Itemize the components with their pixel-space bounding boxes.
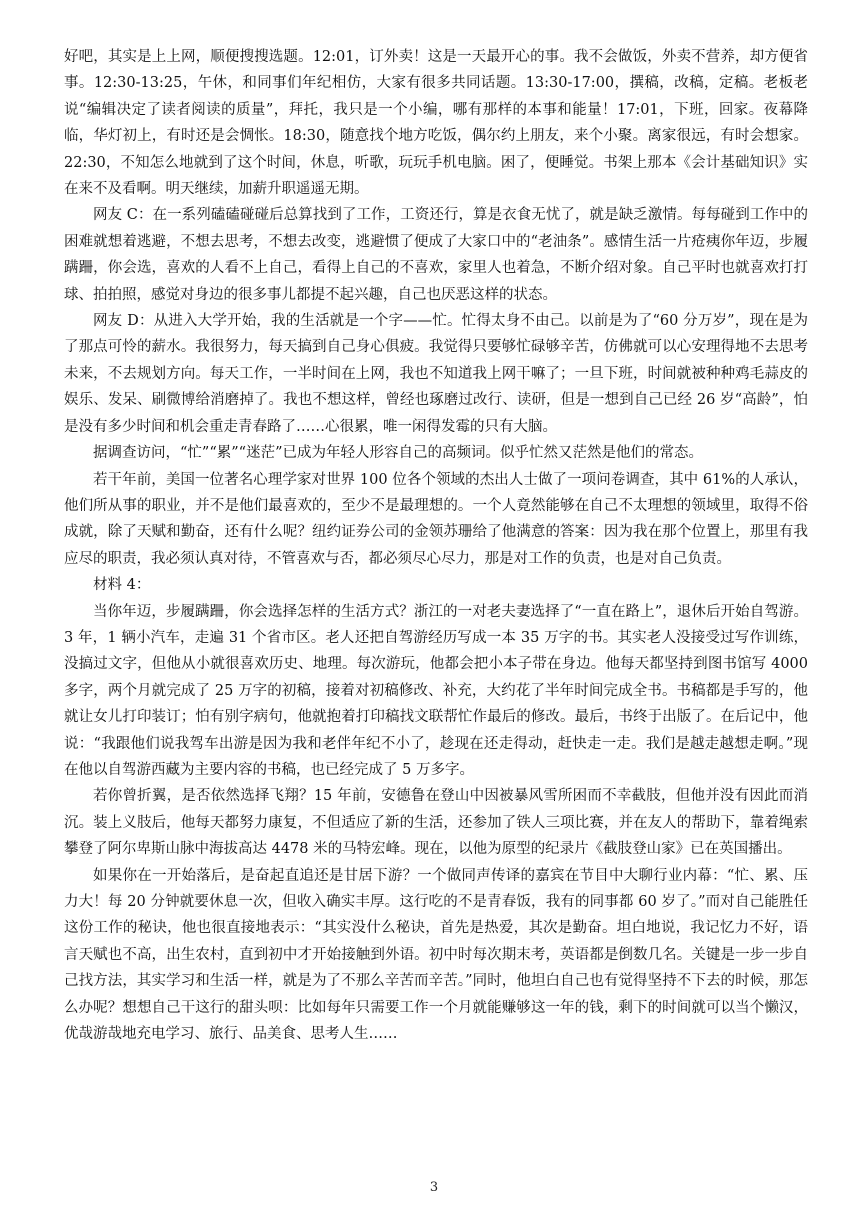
paragraph-elderly-couple: 当你年迈，步履蹒跚，你会选择怎样的生活方式？浙江的一对老夫妻选择了“一直在路上”，退休后开始自驾游。3 年，1 辆小汽车，走遍 31 个省市区。老人还把自驾游经历写成一本 35 万字的书。其实老人没接受过写作训练，没搞过文字，但他从小就很喜欢历史、地理。每次游玩，他都会把小本子带在身边。他每天都坚持到图书馆写 4000 多字，两个月就完成了 25 万字的初稿，接着对初稿修改、补充，大约花了半年时间完成全书。书稿都是手写的，他就让女儿打印装订；怕有别字病句，他就抱着打印稿找文联帮忙作最后的修改。最后，书终于出版了。在后记中，他说：“我跟他们说我驾车出游是因为我和老伴年纪不小了，趁现在还走得动，赶快走一走。我们是越走越想走啊。”现在他以自驾游西藏为主要内容的书稿，也已经完成了 5 万多字。 xyxy=(64,603,808,778)
paragraph-andrew: 若你曾折翼，是否依然选择飞翔？15 年前，安德鲁在登山中因被暴风雪所困而不幸截肢，但他并没有因此而消沉。装上义肢后，他每天都努力康复，不但适应了新的生活，还参加了铁人三项比赛，并在友人的帮助下，靠着绳索攀登了阿尔卑斯山脉中海拔高达 4478 米的马特宏峰。现在，以他为原型的纪录片《截肢登山家》已在英国播出。 xyxy=(64,788,808,858)
paragraph-psychologist: 若干年前，美国一位著名心理学家对世界 100 位各个领域的杰出人士做了一项问卷调查，其中 61%的人承认，他们所从事的职业，并不是他们最喜欢的，至少不是最理想的。一个人竟然能够在自己不太理想的领域里，取得不俗成就，除了天赋和勤奋，还有什么呢？纽约证券公司的金领苏珊给了他满意的答案：因为我在那个位置上，那里有我应尽的职责，我必须认真对待，不管喜欢与否，都必须尽心尽力，那是对工作的负责，也是对自己负责。 xyxy=(64,471,808,567)
paragraph-survey: 据调查访问，“忙”“累”“迷茫”已成为年轻人形容自己的高频词。似乎忙然又茫然是他们的常态。 xyxy=(93,445,703,462)
paragraph-interpreter: 如果你在一开始落后，是奋起直追还是甘居下游？一个做同声传译的嘉宾在节目中大聊行业内幕：“忙、累、压力大！每 20 分钟就要休息一次，但收入确实丰厚。这行吃的不是青春饭，我有的同事都 60 岁了。”而对自己能胜任这份工作的秘诀，他也很直接地表示：“其实没什么秘诀，首先是热爱，其次是勤奋。坦白地说，我记忆力不好，语言天赋也不高，出生农村，直到初中才开始接触到外语。初中时每次期末考，英语都是倒数几名。关键是一步一步自己找方法，其实学习和生活一样，就是为了不那么辛苦而辛苦。”同时，他坦白自己也有觉得坚持不下去的时候，那怎么办呢？想想自己干这行的甜头呗：比如每年只需要工作一个月就能赚够这一年的钱，剩下的时间就可以当个懒汉，优哉游哉地充电学习、旅行、品美食、思考人生…… xyxy=(64,867,808,1043)
material-4-heading: 材料 4： xyxy=(93,577,151,594)
paragraph-netizen-d: 网友 D：从进入大学开始，我的生活就是一个字——忙。忙得太身不由己。以前是为了“60 分万岁”，现在是为了那点可怜的薪水。我很努力，每天搞到自己身心俱疲。我觉得只要够忙碌够辛苦，仿佛就可以心安理得地不去思考未来，不去规划方向。每天工作，一半时间在上网，我也不知道我上网干嘛了；一旦下班，时间就被种种鸡毛蒜皮的娱乐、发呆、刷微博给消磨掉了。我也不想这样，曾经也琢磨过改行、读研，但是一想到自己已经 26 岁“高龄”，怕是没有多少时间和机会重走青春路了……心很累，唯一闲得发霉的只有大脑。 xyxy=(64,313,808,435)
document-body xyxy=(64,44,808,1047)
page-number: 3 xyxy=(429,1180,439,1195)
paragraph-daily-schedule: 好吧，其实是上上网，顺便搜搜选题。12:01，订外卖！这是一天最开心的事。我不会做饭，外卖不营养，却方便省事。12:30-13:25，午休，和同事们年纪相仿，大家有很多共同话题。13:30-17:00，撰稿，改稿，定稿。老板老说“编辑决定了读者阅读的质量”，拜托，我只是一个小编，哪有那样的本事和能量！17:01，下班，回家。夜幕降临，华灯初上，有时还是会惆怅。18:30，随意找个地方吃饭，偶尔约上朋友，来个小聚。离家很远，有时会想家。22:30，不知怎么地就到了这个时间，休息，听歌，玩玩手机电脑。困了，便睡觉。书架上那本《会计基础知识》实在来不及看啊。明天继续，加薪升职遥遥无期。 xyxy=(64,49,808,198)
paragraph-netizen-c: 网友 C：在一系列磕磕碰碰后总算找到了工作，工资还行，算是衣食无忧了，就是缺乏激情。每每碰到工作中的困难就想着逃避，不想去思考，不想去改变，逃避惯了便成了大家口中的“老油条”。感情生活一片疮痍你年迈，步履蹒跚，你会选，喜欢的人看不上自己，看得上自己的不喜欢，家里人也着急，不断介绍对象。自己平时也就喜欢打打球、拍拍照，感觉对身边的很多事儿都提不起兴趣，自己也厌恶这样的状态。 xyxy=(64,207,808,303)
